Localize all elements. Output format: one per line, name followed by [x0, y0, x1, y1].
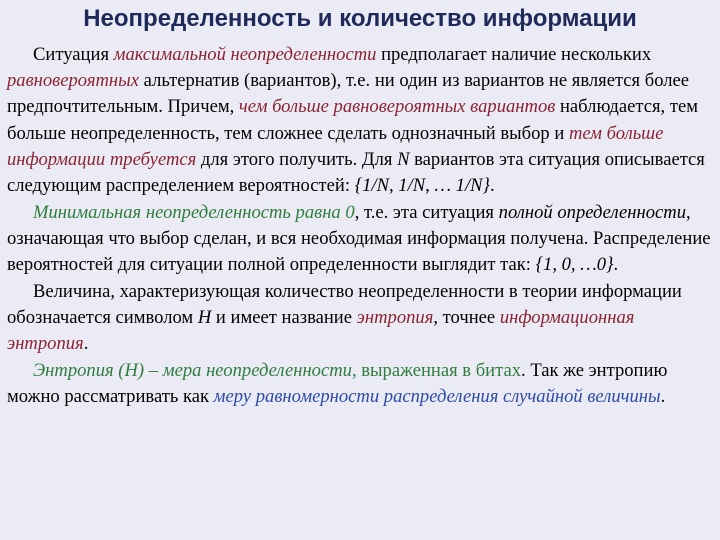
term-full-certainty: полной определенности: [498, 201, 686, 223]
text-span: , означающая что выбор сделан, и вся необходимая информация получена. Распределение вероятностей для ситуации полной определенности выглядит так:: [7, 201, 711, 276]
certain-distribution: {1, 0, …0}: [535, 254, 614, 276]
text-span: наблюдается, тем больше неопределенность, тем сложнее сделать однозначный выбор и: [7, 96, 698, 144]
term-equiprobable: равновероятных: [7, 70, 139, 92]
paragraph-entropy-measure: [7, 358, 715, 410]
text-span: .: [83, 333, 89, 355]
text-span: , т.е. эта ситуация: [354, 201, 499, 223]
text-span: , точнее: [433, 307, 500, 329]
paragraph-max-uncertainty: [7, 42, 715, 199]
slide-content: [7, 42, 715, 410]
text-bits: , выраженная в битах: [351, 359, 522, 381]
text-span: и имеет название: [211, 307, 357, 329]
paragraph-entropy-definition: [7, 279, 715, 358]
text-span: .: [489, 175, 495, 197]
paragraph-min-uncertainty: [7, 200, 715, 279]
symbol-n: N: [397, 148, 410, 170]
term-information-entropy: информационная энтропия: [7, 307, 635, 355]
slide-title: Неопределенность и количество информации: [83, 5, 637, 32]
text-span: альтернатив (вариантов), т.е. ни один из вариантов не является более предпочтительным. Причем,: [7, 70, 690, 118]
text-span: для этого получить. Для: [196, 148, 398, 170]
text-span: вариантов эта ситуация описывается следующим распределением вероятностей:: [7, 148, 705, 197]
text-span: .: [660, 386, 666, 408]
emphasis-more-variants: чем больше равновероятных вариантов: [238, 96, 556, 118]
term-entropy-measure: Энтропия (H) – мера неопределенности: [33, 359, 352, 381]
symbol-h: H: [197, 307, 212, 329]
term-max-uncertainty: максимальной неопределенности: [113, 44, 377, 65]
emphasis-more-information: тем больше информации требуется: [7, 122, 664, 170]
uniform-distribution: {1/N, 1/N, … 1/N}: [354, 175, 490, 197]
text-span: .: [613, 254, 619, 276]
text-span: . Так же энтропию можно рассматривать как: [7, 359, 668, 408]
text-span: предполагает наличие нескольких: [376, 44, 652, 65]
text-span: Ситуация: [33, 44, 114, 65]
term-entropy: энтропия: [356, 307, 434, 329]
term-uniformity-measure: меру равномерности распределения случайной величины: [213, 386, 661, 408]
text-span: Величина, характеризующая количество неопределенности в теории информации обозначается символом: [7, 280, 682, 329]
term-min-uncertainty: Минимальная неопределенность равна 0: [33, 201, 355, 223]
